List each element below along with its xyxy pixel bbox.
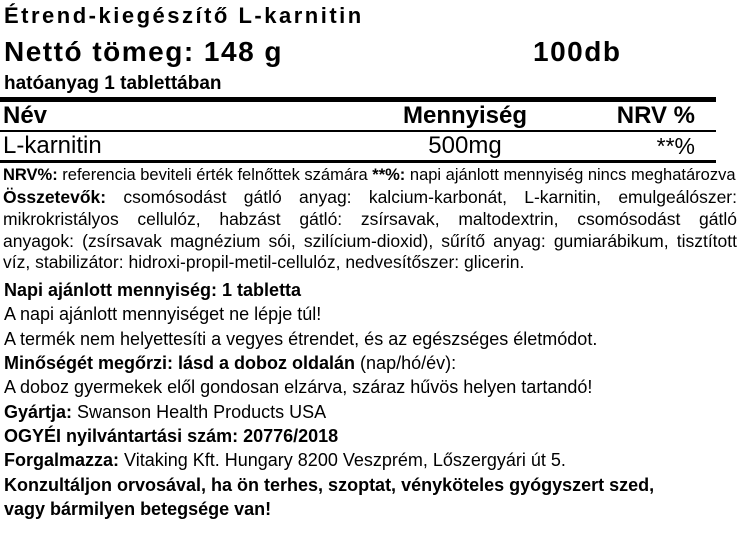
consult-warning-line-2: vagy bármilyen betegsége van!	[4, 498, 272, 519]
distributor-label: Forgalmazza:	[4, 450, 120, 471]
distributor-name: Vitaking Kft. Hungary 8200 Veszprém, Lőszergyári út 5.	[119, 450, 566, 471]
nutrient-name: L-karnitin	[3, 132, 102, 159]
manufacturer-line	[4, 400, 738, 424]
ingredients-paragraph	[3, 187, 737, 274]
expiry-line	[4, 351, 738, 375]
storage-warning: A doboz gyermekek elől gondosan elzárva, száraz hűvös helyen tartandó!	[4, 377, 593, 398]
nutrient-amount: 500mg	[428, 132, 502, 159]
ingredients-line-1	[3, 187, 737, 209]
serving-subtitle: hatóanyag 1 tablettában	[4, 73, 222, 94]
distributor-line	[4, 448, 738, 472]
expiry-format: (nap/hó/év):	[355, 353, 457, 374]
table-row	[0, 132, 716, 163]
nrv-footnote-label2: **%:	[372, 166, 406, 184]
nutrition-table	[0, 97, 716, 163]
nrv-footnote-text1: referencia beviteli érték felnőttek számára	[57, 166, 373, 184]
net-weight: Nettó tömeg: 148 g	[4, 36, 284, 67]
nrv-footnote	[3, 166, 739, 184]
registration-number: OGYÉI nyilvántartási szám: 20776/2018	[4, 425, 339, 446]
piece-count: 100db	[533, 36, 622, 67]
manufacturer-name: Swanson Health Products USA	[72, 401, 327, 422]
table-header-nrv: NRV %	[616, 102, 695, 129]
table-header-row	[0, 102, 716, 132]
ingredients-line-3: anyagok: (zsírsavak magnézium sói, szilícium-dioxid), sűrítő anyag: gumiarábikum, tisztított	[3, 230, 737, 251]
nutrient-nrv: **%	[656, 132, 695, 159]
supplement-label	[0, 3, 741, 538]
limit-warning: A napi ajánlott mennyiséget ne lépje túl!	[4, 304, 322, 325]
table-header-amount: Mennyiség	[402, 102, 528, 129]
nrv-footnote-text2: napi ajánlott mennyiség nincs meghatározva	[405, 166, 736, 184]
ingredients-label: Összetevők:	[3, 187, 107, 207]
daily-amount: Napi ajánlott mennyiség: 1 tabletta	[4, 280, 302, 301]
expiry-label: Minőségét megőrzi: lásd a doboz oldalán	[4, 353, 356, 374]
info-block	[4, 278, 738, 521]
ingredients-line-4: víz, stabilizátor: hidroxi-propil-metil-cellulóz, nedvesítőszer: glicerin.	[3, 252, 525, 273]
product-title: Étrend-kiegészítő L-karnitin	[4, 3, 364, 28]
table-header-name: Név	[3, 102, 48, 129]
ingredients-line-1-text: csomósodást gátló anyag: kalcium-karbonát, L-karnitin, emulgeálószer:	[106, 187, 737, 207]
ingredients-line-2: mikrokristályos cellulóz, habzást gátló: zsírsavak, maltodextrin, csomósodást gátló	[3, 208, 737, 229]
consult-warning-line-1: Konzultáljon orvosával, ha ön terhes, szoptat, vényköteles gyógyszert szed,	[4, 474, 655, 495]
manufacturer-label: Gyártja:	[4, 401, 73, 422]
net-weight-row	[4, 36, 741, 67]
nrv-footnote-label: NRV%:	[3, 166, 58, 184]
diet-warning: A termék nem helyettesíti a vegyes étrendet, és az egészséges életmódot.	[4, 328, 598, 349]
